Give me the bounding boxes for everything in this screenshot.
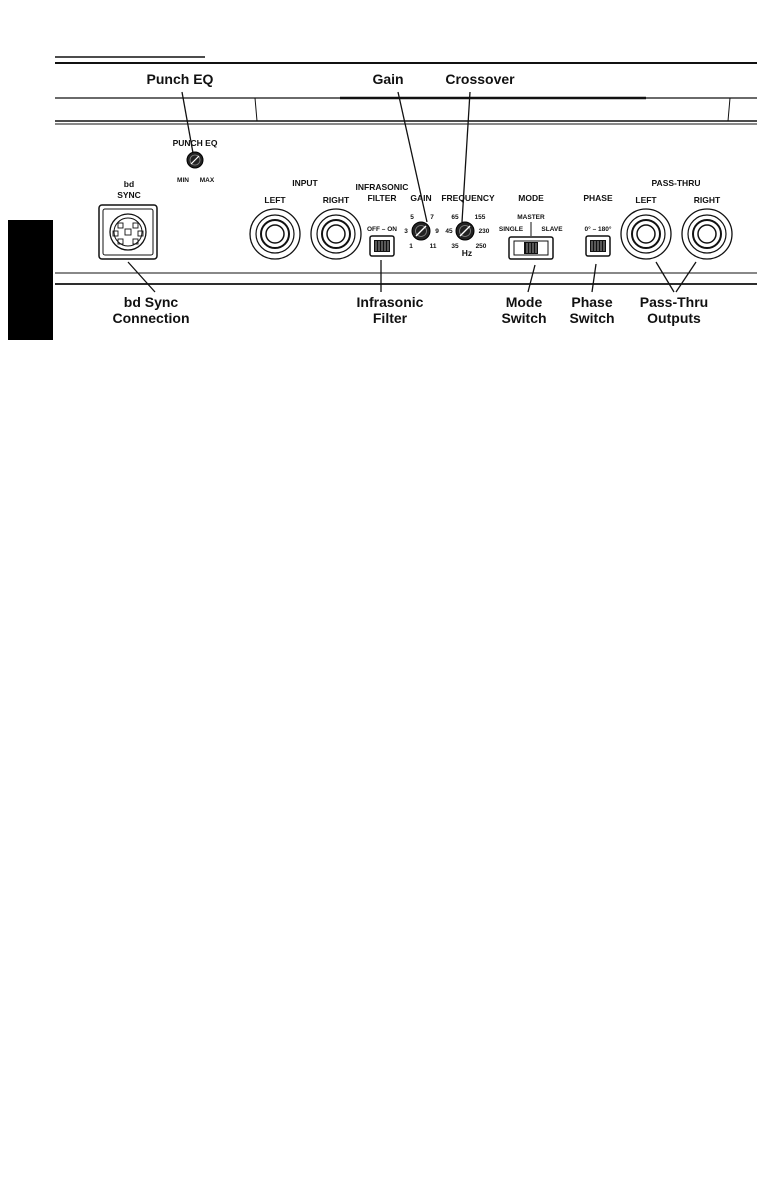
pass-thru-left-jack	[621, 209, 671, 259]
phase-label: PHASE	[583, 193, 613, 203]
callout-passthru-line2: Outputs	[647, 310, 701, 326]
gain-scale-9: 9	[435, 228, 439, 235]
pass-thru-left-label: LEFT	[635, 195, 657, 205]
callout-phase-line2: Switch	[569, 310, 615, 326]
phase-range-label: 0° – 180°	[584, 226, 612, 233]
hz-label: Hz	[461, 248, 473, 258]
freq-scale-250: 250	[475, 243, 487, 250]
input-left-label: LEFT	[264, 195, 286, 205]
freq-scale-45: 45	[445, 228, 453, 235]
gain-scale-11: 11	[429, 243, 437, 250]
callout-mode-line2: Switch	[501, 310, 547, 326]
callout-passthru-line1: Pass-Thru	[639, 294, 709, 310]
callout-gain: Gain	[372, 71, 404, 87]
mode-single-label: SINGLE	[498, 226, 524, 233]
freq-scale-230: 230	[478, 228, 490, 235]
leader-lines	[128, 92, 696, 292]
mode-label: MODE	[518, 193, 544, 203]
gain-scale-5: 5	[410, 214, 414, 221]
filter-label: FILTER	[367, 193, 397, 203]
punch-eq-max-label: MAX	[199, 177, 215, 184]
callout-bd-sync-line2: Connection	[112, 310, 190, 326]
frequency-knob	[456, 222, 474, 240]
callout-infrasonic-line1: Infrasonic	[356, 294, 424, 310]
mode-master-label: MASTER	[517, 214, 545, 221]
gain-scale-7: 7	[430, 214, 434, 221]
punch-eq-label: PUNCH EQ	[172, 138, 218, 148]
callout-bd-sync-line1: bd Sync	[123, 294, 179, 310]
pass-thru-right-label: RIGHT	[693, 195, 721, 205]
input-right-jack	[311, 209, 361, 259]
freq-scale-155: 155	[474, 214, 486, 221]
input-right-label: RIGHT	[322, 195, 350, 205]
mode-switch	[509, 237, 553, 259]
infrasonic-switch	[370, 236, 394, 256]
sync-label: SYNC	[117, 190, 141, 200]
pass-thru-label: PASS-THRU	[651, 178, 701, 188]
gain-scale-3: 3	[404, 228, 408, 235]
mode-slave-label: SLAVE	[541, 226, 563, 233]
phase-switch	[586, 236, 610, 256]
callout-mode-line1: Mode	[505, 294, 543, 310]
side-tab	[8, 220, 53, 340]
pass-thru-right-jack	[682, 209, 732, 259]
infrasonic-label: INFRASONIC	[355, 182, 409, 192]
callout-phase-line1: Phase	[571, 294, 613, 310]
gain-label: GAIN	[410, 193, 432, 203]
punch-eq-min-label: MIN	[177, 177, 189, 184]
callout-infrasonic-line2: Filter	[372, 310, 408, 326]
freq-scale-35: 35	[451, 243, 459, 250]
punch-eq-knob	[187, 152, 203, 168]
off-on-label: OFF – ON	[367, 226, 397, 233]
bd-sync-connector	[99, 205, 157, 259]
freq-scale-65: 65	[451, 214, 459, 221]
frequency-label: FREQUENCY	[441, 193, 495, 203]
callout-punch-eq: Punch EQ	[146, 71, 214, 87]
gain-knob	[412, 222, 430, 240]
gain-scale-1: 1	[409, 243, 413, 250]
input-label: INPUT	[292, 178, 318, 188]
callout-crossover: Crossover	[445, 71, 515, 87]
bd-label: bd	[123, 179, 135, 189]
input-left-jack	[250, 209, 300, 259]
